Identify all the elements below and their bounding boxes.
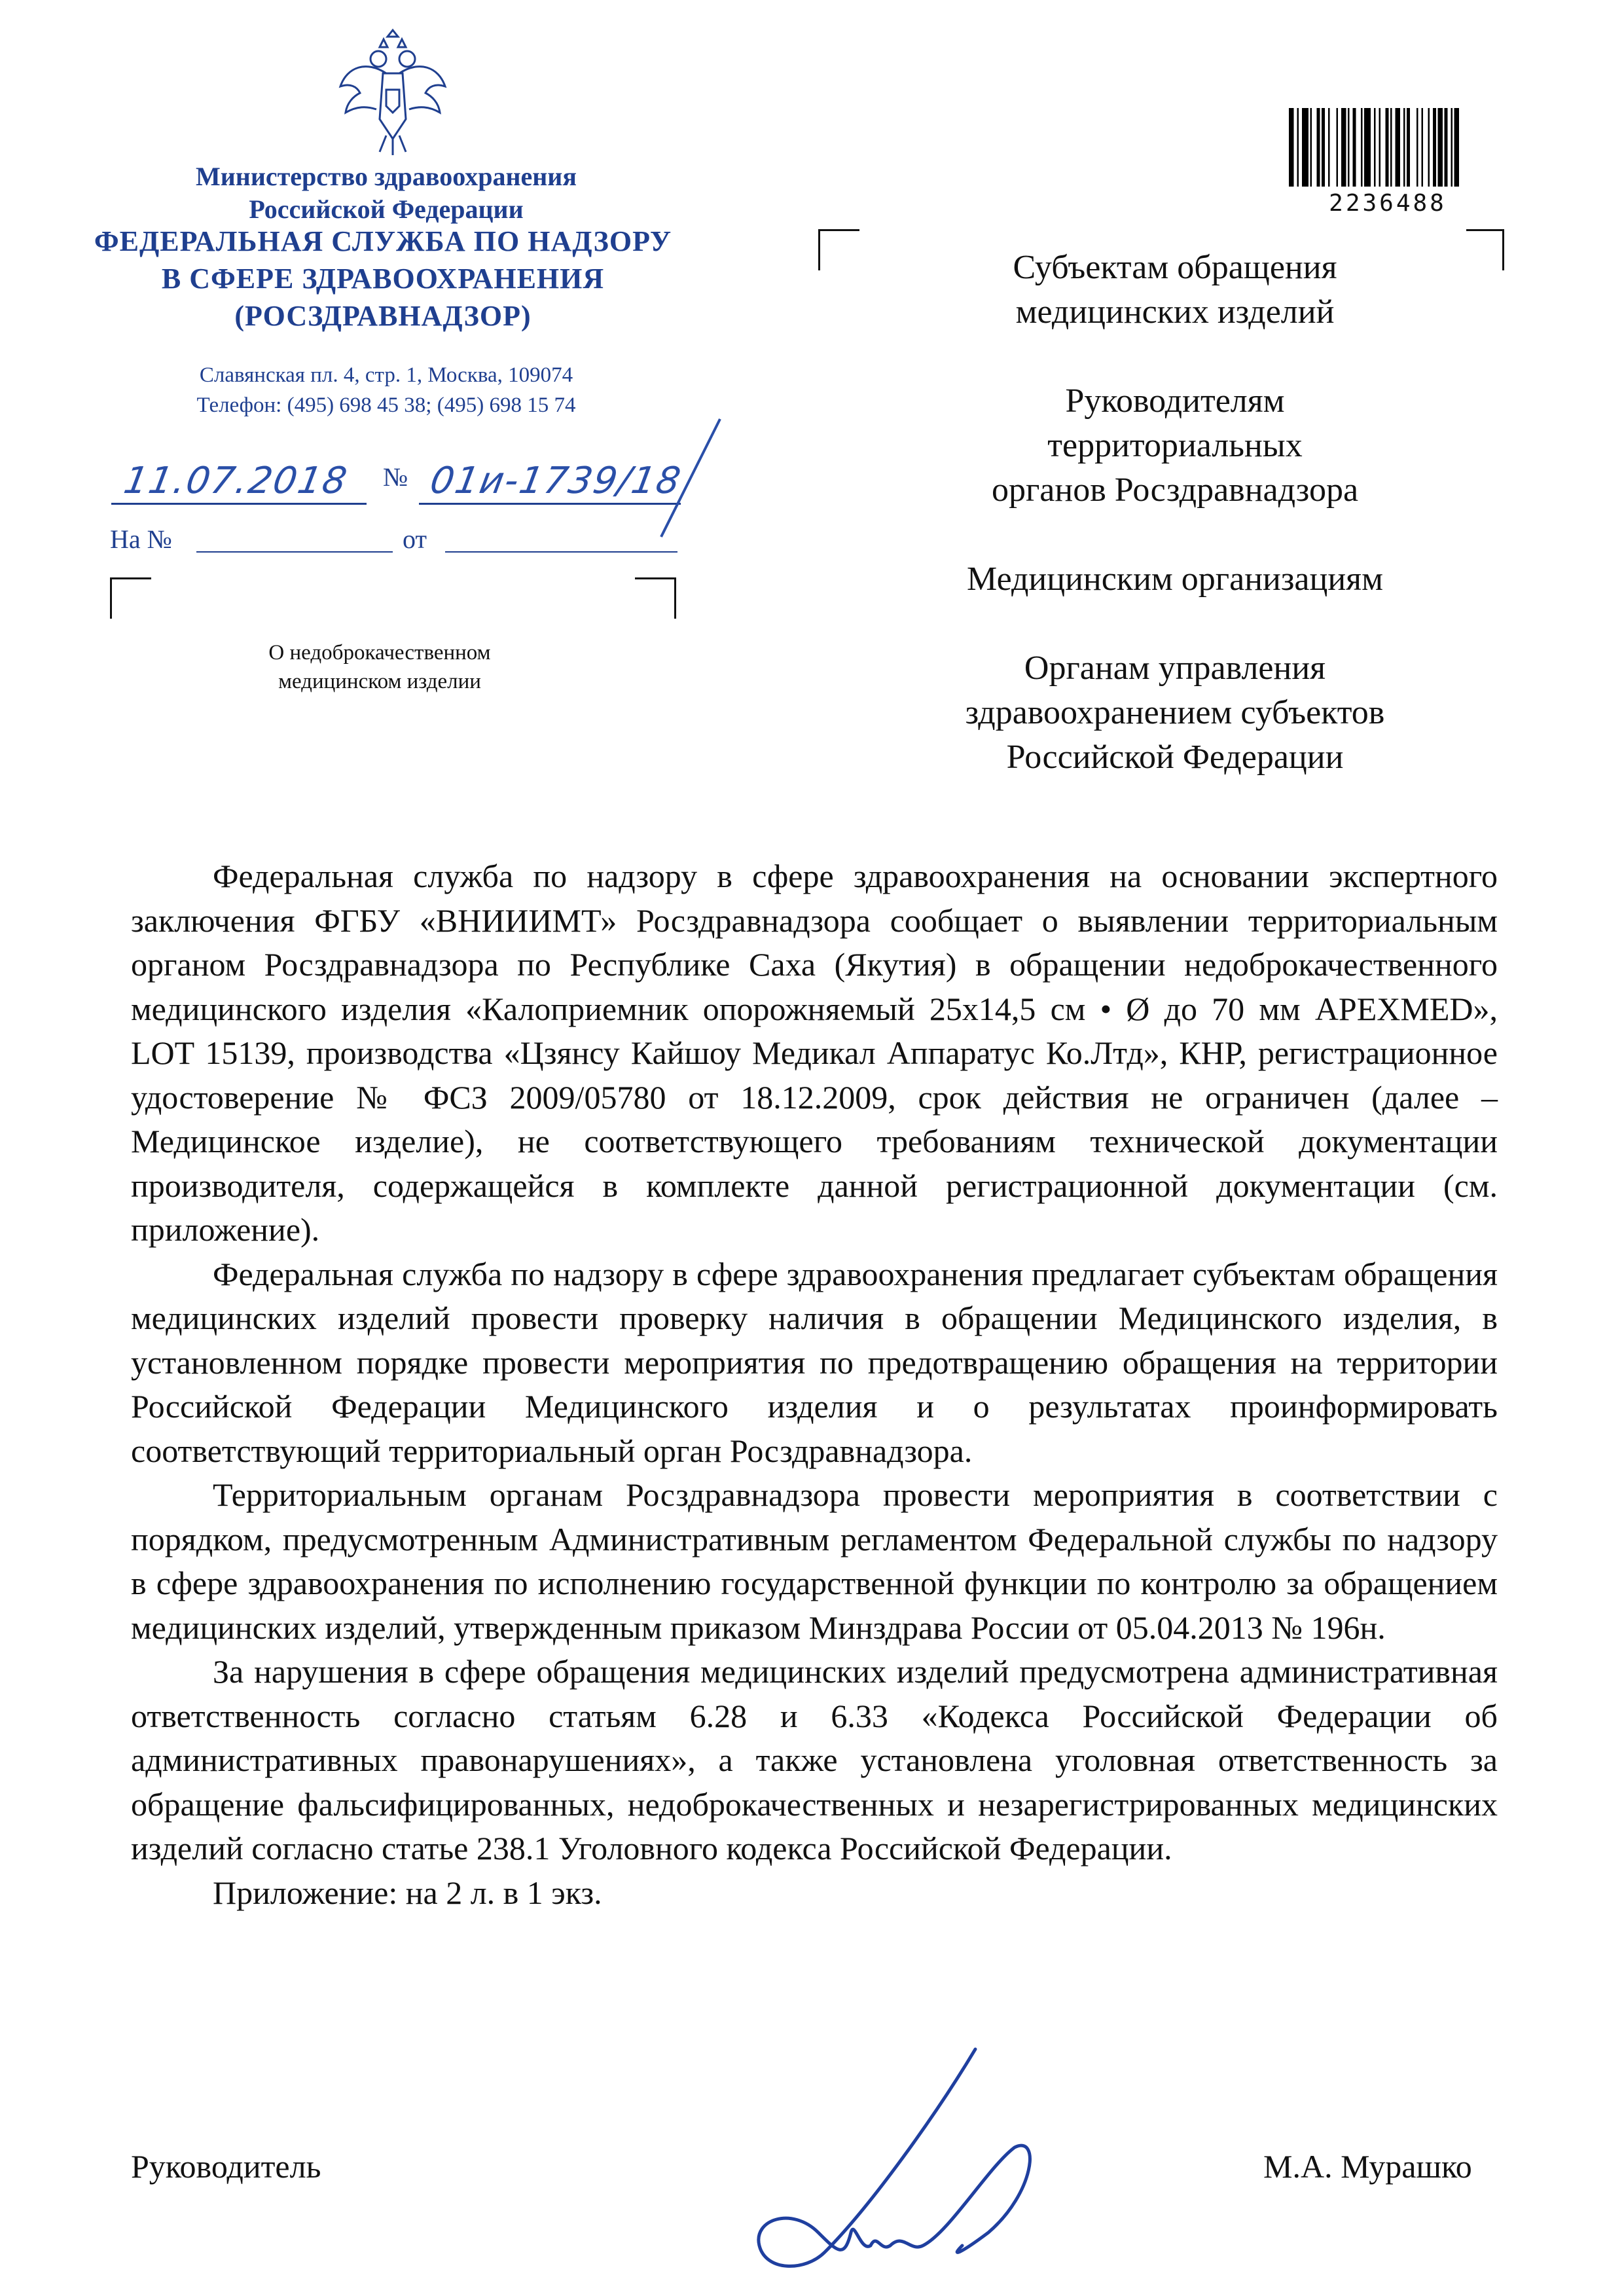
barcode-bar (1310, 108, 1312, 187)
addressee-line: органов Росздравнадзора (991, 471, 1359, 509)
barcode-bar (1317, 108, 1320, 187)
service-address (105, 360, 668, 420)
service-name (72, 223, 694, 335)
barcode-bar (1422, 108, 1424, 187)
reference-date-field (445, 524, 677, 553)
service-line-2: В СФЕРЕ ЗДРАВООХРАНЕНИЯ (161, 263, 605, 295)
addressee-3 (916, 557, 1434, 602)
service-line-1: ФЕДЕРАЛЬНАЯ СЛУЖБА ПО НАДЗОРУ (94, 225, 672, 257)
subject-line-1: О недоброкачественном (268, 641, 491, 665)
barcode-bar (1341, 108, 1346, 187)
barcode-bar (1407, 108, 1410, 187)
letter-subject (196, 638, 563, 696)
attachment-note: Приложение: на 2 л. в 1 экз. (213, 1874, 602, 1911)
handwritten-date: 11.07.2018 (120, 460, 352, 502)
addressee-bracket-left (818, 229, 859, 270)
barcode-bar (1454, 108, 1460, 187)
reference-date-label: от (403, 524, 427, 554)
ministry-line-1: Министерство здравоохранения (196, 162, 577, 191)
addressee-line: Российской Федерации (1006, 738, 1344, 776)
signatory-title: Руководитель (131, 2148, 321, 2185)
letter-body (131, 854, 1498, 1915)
addressee-line: Субъектам обращения (1013, 249, 1337, 286)
barcode-number: 2236488 (1329, 190, 1447, 217)
body-paragraph: За нарушения в сфере обращения медицинских изделий предусмотрена административная ответственность согласно статьям 6.28 и 6.33 «Кодекса Российской Федерации об административных правонарушениях», а также установлена уголовная ответственность за обращение фальсифицированных, недоброкачественных и незарегистрированных медицинских изделий согласно статье 238.1 Уголовного кодекса Российской Федерации. (131, 1653, 1498, 1867)
barcode-bar (1361, 108, 1363, 187)
reference-number-label: На № (110, 524, 172, 554)
barcode-icon (1286, 108, 1489, 196)
handwritten-signature (740, 2036, 1054, 2285)
service-line-3: (РОСЗДРАВНАДЗОР) (234, 300, 532, 332)
body-paragraph: Федеральная служба по надзору в сфере здравоохранения предлагает субъектам обращения медицинских изделий провести проверку наличия в обращении Медицинского изделия, в установленном порядке провести мероприятия по предотвращению обращения на территории Российской Федерации Медицинского изделия и о результатах проинформировать соответствующий территориальный орган Росздравнадзора. (131, 1255, 1498, 1469)
barcode-bar (1451, 108, 1453, 187)
number-sign: № (383, 462, 408, 492)
addressee-1 (916, 246, 1434, 335)
barcode-bar (1403, 108, 1405, 187)
subject-bracket-left (110, 577, 151, 619)
barcode-bar (1374, 108, 1376, 187)
body-paragraph: Территориальным органам Росздравнадзора провести мероприятия в соответствии с порядком, предусмотренным Административным регламентом Федеральной службы по надзору в сфере здравоохранения по исполнению государственной функции по контролю за обращением медицинских изделий, утвержденным приказом Минздрава России от 05.04.2013 № 196н. (131, 1476, 1498, 1646)
addressee-bracket-right (1466, 229, 1504, 270)
ministry-name (105, 160, 668, 226)
addressee-line: Органам управления (1024, 649, 1326, 687)
russian-double-headed-eagle-icon (327, 27, 458, 158)
barcode-bar (1390, 108, 1392, 187)
phone-line: Телефон: (495) 698 45 38; (495) 698 15 74 (196, 393, 576, 417)
subject-bracket-right (635, 577, 676, 619)
signatory-name: М.А. Мурашко (1263, 2148, 1472, 2185)
barcode-bar (1428, 108, 1430, 187)
addressee-4 (916, 646, 1434, 780)
subject-line-2: медицинском изделии (278, 670, 481, 693)
addressee-line: Руководителям (1065, 382, 1285, 420)
barcode-bar (1438, 108, 1443, 187)
outgoing-date-field (111, 458, 367, 505)
barcode-bar (1445, 108, 1448, 187)
addressee-line: Медицинским организациям (967, 560, 1383, 598)
barcode-bar (1302, 108, 1308, 187)
address-line: Славянская пл. 4, стр. 1, Москва, 109074 (199, 363, 573, 387)
barcode-bar (1386, 108, 1389, 187)
barcode-bar (1364, 108, 1371, 187)
barcode-bar (1348, 108, 1350, 187)
handwritten-number: 01и-1739/18 (427, 460, 685, 502)
addressee-block (916, 246, 1434, 824)
addressee-line: территориальных (1047, 427, 1303, 464)
barcode-bar (1433, 108, 1436, 187)
barcode-bar (1328, 108, 1330, 187)
addressee-line: здравоохранением субъектов (965, 694, 1385, 731)
barcode-bar (1289, 108, 1294, 187)
barcode-bar (1416, 108, 1418, 187)
barcode-bar (1337, 108, 1339, 187)
barcode-bar (1379, 108, 1381, 187)
ministry-line-2: Российской Федерации (249, 194, 524, 224)
body-paragraph: Федеральная служба по надзору в сфере здравоохранения на основании экспертного заключения ФГБУ «ВНИИИМТ» Росздравнадзора сообщает о выявлении территориальным органом Росздравнадзора по Республике Саха (Якутия) в обращении недоброкачественного медицинского изделия «Калоприемник опорожняемый 25х14,5 см • Ø до 70 мм APEXMED», LOT 15139, производства «Цзянсу Кайшоу Медикал Аппаратус Ко.Лтд», КНР, регистрационное удостоверение № ФСЗ 2009/05780 от 18.12.2009, срок действия не ограничен (далее – Медицинское изделие), не соответствующего требованиям технической документации производителя, содержащейся в комплекте данной регистрационной документации (см. приложение). (131, 858, 1498, 1248)
addressee-line: медицинских изделий (1015, 293, 1335, 331)
barcode-bar (1297, 108, 1299, 187)
reference-number-field (196, 524, 393, 553)
barcode-bar (1396, 108, 1401, 187)
barcode-bar (1322, 108, 1325, 187)
barcode-bar (1353, 108, 1356, 187)
addressee-2 (916, 379, 1434, 513)
